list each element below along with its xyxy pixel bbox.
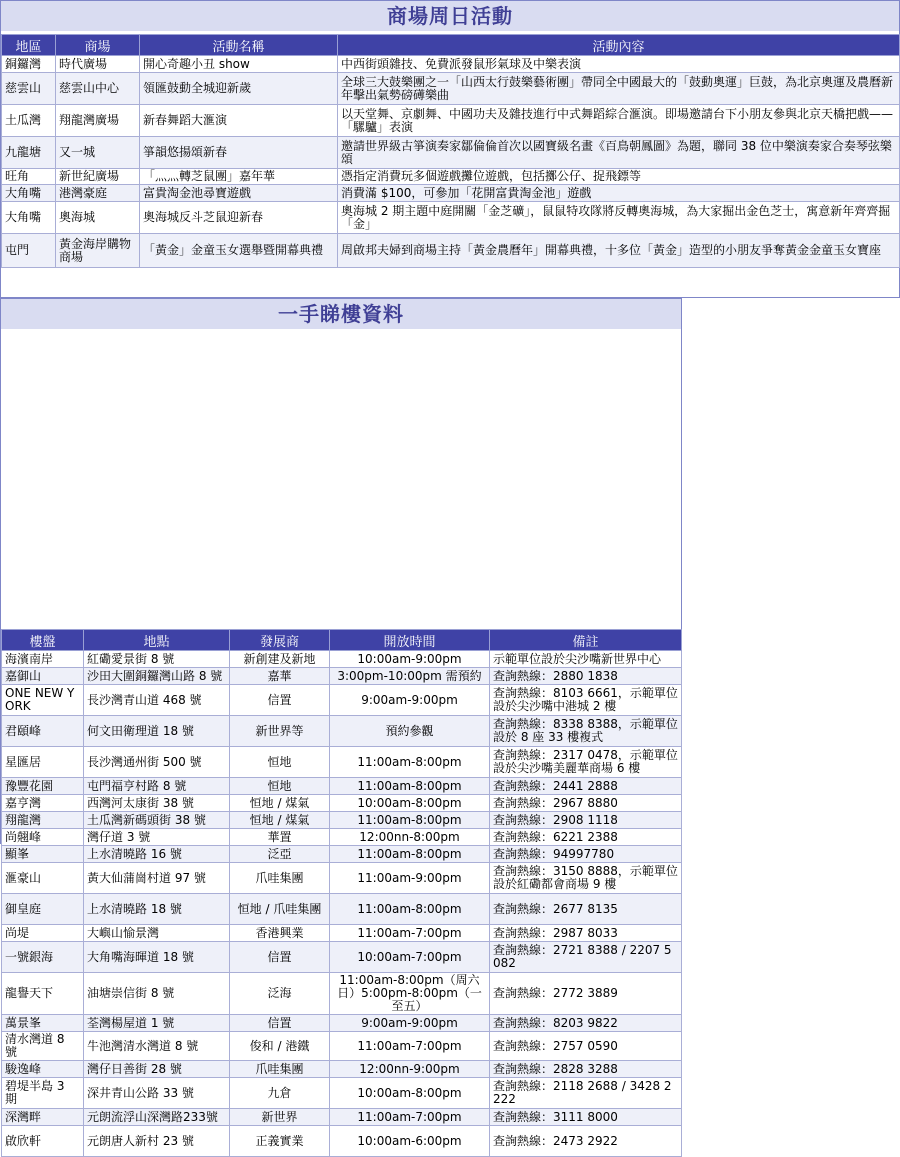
cell-remarks: 查詢熱線：2880 1838 (490, 668, 682, 685)
cell-opening-hours: 預約參觀 (330, 716, 490, 747)
cell-estate: 清水灣道 8 號 (2, 1032, 84, 1061)
table-row (2, 685, 682, 716)
cell-remarks: 查詢熱線：2828 3288 (490, 1061, 682, 1078)
cell-estate: 碧堤半島 3 期 (2, 1078, 84, 1109)
header-event-name: 活動名稱 (140, 35, 338, 56)
cell-opening-hours: 9:00am-9:00pm (330, 1015, 490, 1032)
cell-developer: 恒地 / 爪哇集團 (230, 894, 330, 925)
cell-event-details: 周啟邦夫婦到商場主持「黃金農曆年」開幕典禮，十多位「黃金」造型的小朋友爭奪黃金金童玉女寶座 (338, 234, 900, 268)
cell-opening-hours: 12:00nn-8:00pm (330, 829, 490, 846)
cell-remarks: 查詢熱線：2908 1118 (490, 812, 682, 829)
table-row (2, 1109, 682, 1126)
table-row (2, 651, 682, 668)
cell-opening-hours: 11:00am-9:00pm (330, 863, 490, 894)
cell-location: 屯門福亨村路 8 號 (84, 778, 230, 795)
mall-weekend-events-panel (0, 0, 900, 298)
cell-remarks: 查詢熱線：2441 2888 (490, 778, 682, 795)
cell-developer: 爪哇集團 (230, 1061, 330, 1078)
property-title: 一手睇樓資料 (1, 299, 681, 329)
cell-developer: 香港興業 (230, 925, 330, 942)
table-row (2, 747, 682, 778)
table-row (2, 1078, 682, 1109)
cell-opening-hours: 11:00am-7:00pm (330, 925, 490, 942)
header-district: 地區 (2, 35, 56, 56)
cell-location: 灣仔日善街 28 號 (84, 1061, 230, 1078)
cell-event-details: 全球三大鼓樂團之一「山西太行鼓樂藝術團」帶同全中國最大的「鼓動奧運」巨鼓，為北京奧運及農曆新年擊出氣勢磅礡樂曲 (338, 73, 900, 105)
cell-opening-hours: 10:00am-8:00pm (330, 1078, 490, 1109)
cell-location: 深井青山公路 33 號 (84, 1078, 230, 1109)
table-row (2, 829, 682, 846)
cell-mall: 又一城 (56, 137, 140, 169)
cell-event-name: 富貴淘金池尋寶遊戲 (140, 185, 338, 202)
cell-remarks: 查詢熱線：3111 8000 (490, 1109, 682, 1126)
cell-event-name: 領匯鼓動全城迎新歲 (140, 73, 338, 105)
cell-remarks: 查詢熱線：2677 8135 (490, 894, 682, 925)
cell-event-name: 箏韻悠揚頌新春 (140, 137, 338, 169)
cell-estate: 海濱南岸 (2, 651, 84, 668)
cell-remarks: 查詢熱線：2772 3889 (490, 973, 682, 1015)
cell-district: 屯門 (2, 234, 56, 268)
table-row (2, 925, 682, 942)
cell-mall: 黃金海岸購物商場 (56, 234, 140, 268)
cell-estate: 一號銀海 (2, 942, 84, 973)
cell-estate: 深灣畔 (2, 1109, 84, 1126)
cell-remarks: 查詢熱線：2118 2688 / 3428 2222 (490, 1078, 682, 1109)
table-row (2, 973, 682, 1015)
cell-location: 灣仔道 3 號 (84, 829, 230, 846)
property-header-row (2, 630, 682, 651)
cell-location: 大角嘴海暉道 18 號 (84, 942, 230, 973)
cell-estate: 尚翹峰 (2, 829, 84, 846)
cell-event-name: 「黃金」金童玉女選舉暨開幕典禮 (140, 234, 338, 268)
cell-location: 荃灣楊屋道 1 號 (84, 1015, 230, 1032)
cell-developer: 俊和 / 港鐵 (230, 1032, 330, 1061)
cell-developer: 恒地 (230, 747, 330, 778)
table-row (2, 863, 682, 894)
cell-developer: 嘉華 (230, 668, 330, 685)
cell-remarks: 查詢熱線：2987 8033 (490, 925, 682, 942)
header-developer: 發展商 (230, 630, 330, 651)
table-row (2, 234, 900, 268)
table-row (2, 73, 900, 105)
cell-location: 元朗唐人新村 23 號 (84, 1126, 230, 1157)
cell-opening-hours: 10:00am-6:00pm (330, 1126, 490, 1157)
cell-estate: 顯峯 (2, 846, 84, 863)
header-estate: 樓盤 (2, 630, 84, 651)
table-row (2, 1126, 682, 1157)
cell-mall: 奧海城 (56, 202, 140, 234)
cell-location: 黃大仙蒲崗村道 97 號 (84, 863, 230, 894)
cell-developer: 泛亞 (230, 846, 330, 863)
mall-events-header-row (2, 35, 900, 56)
cell-developer: 恒地 (230, 778, 330, 795)
cell-location: 上水清曉路 16 號 (84, 846, 230, 863)
cell-estate: 君頤峰 (2, 716, 84, 747)
cell-location: 長沙灣青山道 468 號 (84, 685, 230, 716)
cell-opening-hours: 11:00am-8:00pm (330, 846, 490, 863)
header-event-details: 活動內容 (338, 35, 900, 56)
cell-location: 長沙灣通州街 500 號 (84, 747, 230, 778)
cell-opening-hours: 11:00am-7:00pm (330, 1109, 490, 1126)
cell-developer: 正義實業 (230, 1126, 330, 1157)
header-mall: 商場 (56, 35, 140, 56)
cell-location: 元朗流浮山深灣路233號 (84, 1109, 230, 1126)
cell-mall: 港灣豪庭 (56, 185, 140, 202)
cell-estate: 嘉亨灣 (2, 795, 84, 812)
cell-location: 土瓜灣新碼頭街 38 號 (84, 812, 230, 829)
cell-district: 土瓜灣 (2, 105, 56, 137)
cell-location: 西灣河太康街 38 號 (84, 795, 230, 812)
cell-opening-hours: 9:00am-9:00pm (330, 685, 490, 716)
table-row (2, 942, 682, 973)
cell-developer: 九倉 (230, 1078, 330, 1109)
cell-location: 何文田衛理道 18 號 (84, 716, 230, 747)
table-row (2, 137, 900, 169)
cell-estate: 尚堤 (2, 925, 84, 942)
cell-developer: 泛海 (230, 973, 330, 1015)
cell-mall: 翔龍灣廣場 (56, 105, 140, 137)
cell-opening-hours: 11:00am-8:00pm (330, 812, 490, 829)
cell-estate: 駿逸峰 (2, 1061, 84, 1078)
cell-remarks: 查詢熱線：2757 0590 (490, 1032, 682, 1061)
cell-district: 慈雲山 (2, 73, 56, 105)
table-row (2, 56, 900, 73)
cell-event-name: 新春舞蹈大滙演 (140, 105, 338, 137)
cell-remarks: 查詢熱線：8338 8388，示範單位設於 8 座 33 樓複式 (490, 716, 682, 747)
table-row (2, 894, 682, 925)
cell-district: 大角嘴 (2, 185, 56, 202)
cell-remarks: 查詢熱線：2967 8880 (490, 795, 682, 812)
cell-event-details: 消費滿 $100，可參加「花開富貴淘金池」遊戲 (338, 185, 900, 202)
header-location: 地點 (84, 630, 230, 651)
mall-events-title: 商場周日活動 (1, 1, 899, 31)
cell-developer: 新創建及新地 (230, 651, 330, 668)
table-row (2, 105, 900, 137)
cell-estate: 龍譽天下 (2, 973, 84, 1015)
table-row (2, 1061, 682, 1078)
cell-mall: 時代廣場 (56, 56, 140, 73)
table-row (2, 169, 900, 185)
cell-estate: 滙豪山 (2, 863, 84, 894)
cell-opening-hours: 11:00am-8:00pm (330, 894, 490, 925)
cell-remarks: 查詢熱線：6221 2388 (490, 829, 682, 846)
cell-developer: 新世界 (230, 1109, 330, 1126)
cell-event-details: 中西街頭雜技、免費派發鼠形氣球及中樂表演 (338, 56, 900, 73)
cell-opening-hours: 10:00am-7:00pm (330, 942, 490, 973)
cell-opening-hours: 10:00am-8:00pm (330, 795, 490, 812)
cell-developer: 信置 (230, 1015, 330, 1032)
cell-developer: 恒地 / 煤氣 (230, 812, 330, 829)
cell-developer: 信置 (230, 942, 330, 973)
cell-estate: 御皇庭 (2, 894, 84, 925)
table-row (2, 812, 682, 829)
cell-event-details: 以天堂舞、京劇舞、中國功夫及雜技進行中式舞蹈綜合滙演。即場邀請台下小朋友參與北京天橋把戲——「騾驢」表演 (338, 105, 900, 137)
mall-events-table (1, 34, 900, 268)
cell-developer: 恒地 / 煤氣 (230, 795, 330, 812)
cell-location: 上水清曉路 18 號 (84, 894, 230, 925)
table-row (2, 185, 900, 202)
cell-opening-hours: 11:00am-8:00pm (330, 778, 490, 795)
cell-developer: 華置 (230, 829, 330, 846)
cell-opening-hours: 11:00am-7:00pm (330, 1032, 490, 1061)
cell-estate: 豫豐花園 (2, 778, 84, 795)
cell-event-name: 開心奇趣小丑 show (140, 56, 338, 73)
table-row (2, 668, 682, 685)
table-row (2, 778, 682, 795)
cell-estate: 嘉御山 (2, 668, 84, 685)
table-row (2, 1032, 682, 1061)
new-property-panel (0, 298, 682, 1148)
header-remarks: 備註 (490, 630, 682, 651)
cell-remarks: 查詢熱線：2317 0478，示範單位設於尖沙嘴美麗華商場 6 樓 (490, 747, 682, 778)
cell-developer: 爪哇集團 (230, 863, 330, 894)
cell-district: 旺角 (2, 169, 56, 185)
cell-opening-hours: 12:00nn-9:00pm (330, 1061, 490, 1078)
cell-remarks: 查詢熱線：8203 9822 (490, 1015, 682, 1032)
table-row (2, 202, 900, 234)
cell-mall: 慈雲山中心 (56, 73, 140, 105)
cell-remarks: 示範單位設於尖沙嘴新世界中心 (490, 651, 682, 668)
cell-estate: 萬景峯 (2, 1015, 84, 1032)
cell-location: 紅磡愛景街 8 號 (84, 651, 230, 668)
cell-estate: 星匯居 (2, 747, 84, 778)
cell-opening-hours: 11:00am-8:00pm (330, 747, 490, 778)
cell-location: 沙田大圍銅鑼灣山路 8 號 (84, 668, 230, 685)
cell-event-name: 奧海城反斗芝鼠迎新春 (140, 202, 338, 234)
property-table (1, 629, 682, 1157)
cell-event-name: 「灬灬轉芝鼠團」嘉年華 (140, 169, 338, 185)
cell-estate: 翔龍灣 (2, 812, 84, 829)
cell-mall: 新世紀廣場 (56, 169, 140, 185)
cell-opening-hours: 10:00am-9:00pm (330, 651, 490, 668)
cell-estate: ONE NEW YORK (2, 685, 84, 716)
cell-remarks: 查詢熱線：2721 8388 / 2207 5082 (490, 942, 682, 973)
cell-district: 大角嘴 (2, 202, 56, 234)
table-row (2, 1015, 682, 1032)
cell-opening-hours: 11:00am-8:00pm（周六日）5:00pm-8:00pm（一至五） (330, 973, 490, 1015)
cell-district: 九龍塘 (2, 137, 56, 169)
table-row (2, 716, 682, 747)
cell-location: 油塘崇信街 8 號 (84, 973, 230, 1015)
table-row (2, 846, 682, 863)
cell-remarks: 查詢熱線：2473 2922 (490, 1126, 682, 1157)
cell-event-details: 奧海城 2 期主題中庭開關「金芝礦」，鼠鼠特攻隊將反轉奧海城，為大家掘出金色芝士，寓意新年齊齊掘「金」 (338, 202, 900, 234)
header-opening-hours: 開放時間 (330, 630, 490, 651)
cell-estate: 啟欣軒 (2, 1126, 84, 1157)
cell-developer: 信置 (230, 685, 330, 716)
cell-remarks: 查詢熱線：8103 6661，示範單位設於尖沙嘴中港城 2 樓 (490, 685, 682, 716)
cell-event-details: 憑指定消費玩多個遊戲攤位遊戲，包括擲公仔、捉飛鏢等 (338, 169, 900, 185)
cell-event-details: 邀請世界級古箏演奏家鄒倫倫首次以國寶級名畫《百鳥朝鳳圖》為題，聯同 38 位中樂演奏家合奏琴弦樂頌 (338, 137, 900, 169)
cell-location: 大嶼山愉景灣 (84, 925, 230, 942)
cell-developer: 新世界等 (230, 716, 330, 747)
cell-opening-hours: 3:00pm-10:00pm 需預約 (330, 668, 490, 685)
table-row (2, 795, 682, 812)
cell-remarks: 查詢熱線：3150 8888，示範單位設於紅磡都會商場 9 樓 (490, 863, 682, 894)
cell-location: 牛池灣清水灣道 8 號 (84, 1032, 230, 1061)
cell-district: 銅鑼灣 (2, 56, 56, 73)
cell-remarks: 查詢熱線：94997780 (490, 846, 682, 863)
